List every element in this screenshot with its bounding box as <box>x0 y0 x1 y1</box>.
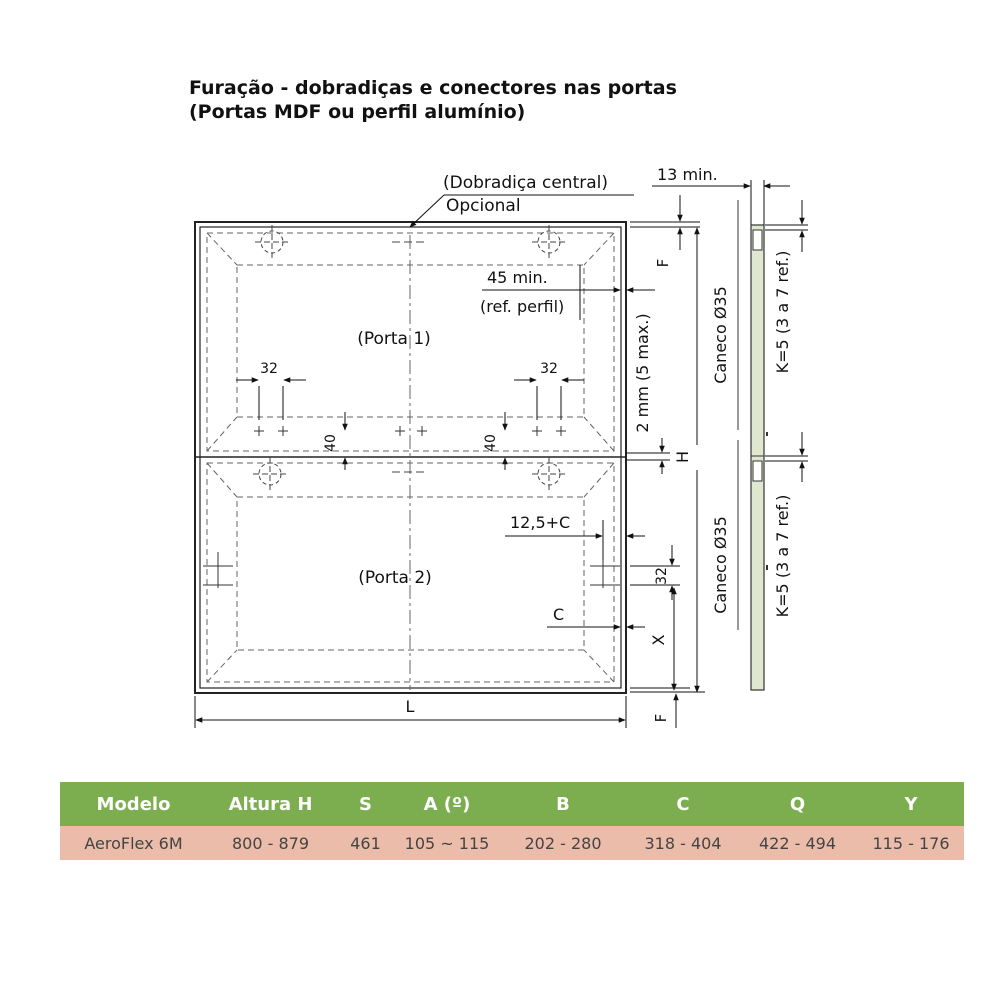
col-header-y: Y <box>858 782 964 826</box>
col-header-modelo: Modelo <box>60 782 207 826</box>
table-cell: 461 <box>334 826 397 860</box>
hinge-cup-icon <box>532 225 566 259</box>
dim-f-top-label: F <box>654 258 672 268</box>
col-header-s: S <box>334 782 397 826</box>
min-13-label: 13 min. <box>657 165 718 184</box>
k-bottom-label: K=5 (3 a 7 ref.) <box>773 494 792 618</box>
title-line-1: Furação - dobradiças e conectores nas portas <box>189 77 677 99</box>
table-cell: 202 - 280 <box>497 826 629 860</box>
screw-holes <box>203 426 620 588</box>
col-header-altura: Altura H <box>207 782 334 826</box>
dim-32-left-label: 32 <box>260 361 278 377</box>
title-line-2: (Portas MDF ou perfil alumínio) <box>189 101 526 123</box>
table-cell: 318 - 404 <box>629 826 737 860</box>
table-cell: 422 - 494 <box>737 826 858 860</box>
dim-125c-label: 12,5+C <box>510 513 571 532</box>
door1-label: (Porta 1) <box>357 329 431 349</box>
dim-40-right-label: 40 <box>483 434 499 452</box>
dim-k-bottom <box>765 432 808 482</box>
dim-gap <box>626 438 670 474</box>
table-cell: 105 ~ 115 <box>397 826 497 860</box>
hinge-cup-icon <box>255 225 289 259</box>
specs-table <box>60 782 964 860</box>
table-cell: AeroFlex 6M <box>60 826 207 860</box>
ref-profile-label: (ref. perfil) <box>480 297 565 316</box>
dim-c-label: C <box>553 605 565 624</box>
dim-h-label: H <box>673 450 692 464</box>
cup-bottom-label: Caneco Ø35 <box>711 516 730 614</box>
hinge-cup-icon <box>532 457 566 491</box>
dim-x-label: X <box>649 634 668 646</box>
dim-l-label: L <box>405 697 415 716</box>
side-profile <box>738 200 767 690</box>
cup-top-label: Caneco Ø35 <box>711 286 730 384</box>
col-header-c: C <box>629 782 737 826</box>
dim-32-left <box>236 380 306 420</box>
dim-40-left-label: 40 <box>323 434 339 452</box>
gap-label: 2 mm (5 max.) <box>633 313 652 433</box>
table-cell: 115 - 176 <box>858 826 964 860</box>
dim-13-min <box>652 180 790 225</box>
col-header-q: Q <box>737 782 858 826</box>
k-top-label: K=5 (3 a 7 ref.) <box>773 250 792 374</box>
col-header-a: A (º) <box>397 782 497 826</box>
dim-f-bottom-label: F <box>652 713 670 723</box>
hinge-cup-icon <box>253 457 287 491</box>
dim-k-top <box>765 200 808 252</box>
dim-32-right-label: 32 <box>540 361 558 377</box>
table-cell: 800 - 879 <box>207 826 334 860</box>
min-45-label: 45 min. <box>487 268 548 287</box>
table-row <box>60 826 964 860</box>
optional-label: Opcional <box>446 196 521 216</box>
table-header-row <box>60 782 964 826</box>
col-header-b: B <box>497 782 629 826</box>
dim-32-side-label: 32 <box>654 567 670 585</box>
door2-label: (Porta 2) <box>358 568 432 588</box>
dim-f-top <box>630 195 700 250</box>
central-hinge-label: (Dobradiça central) <box>443 173 609 193</box>
dim-32-right <box>514 380 584 420</box>
